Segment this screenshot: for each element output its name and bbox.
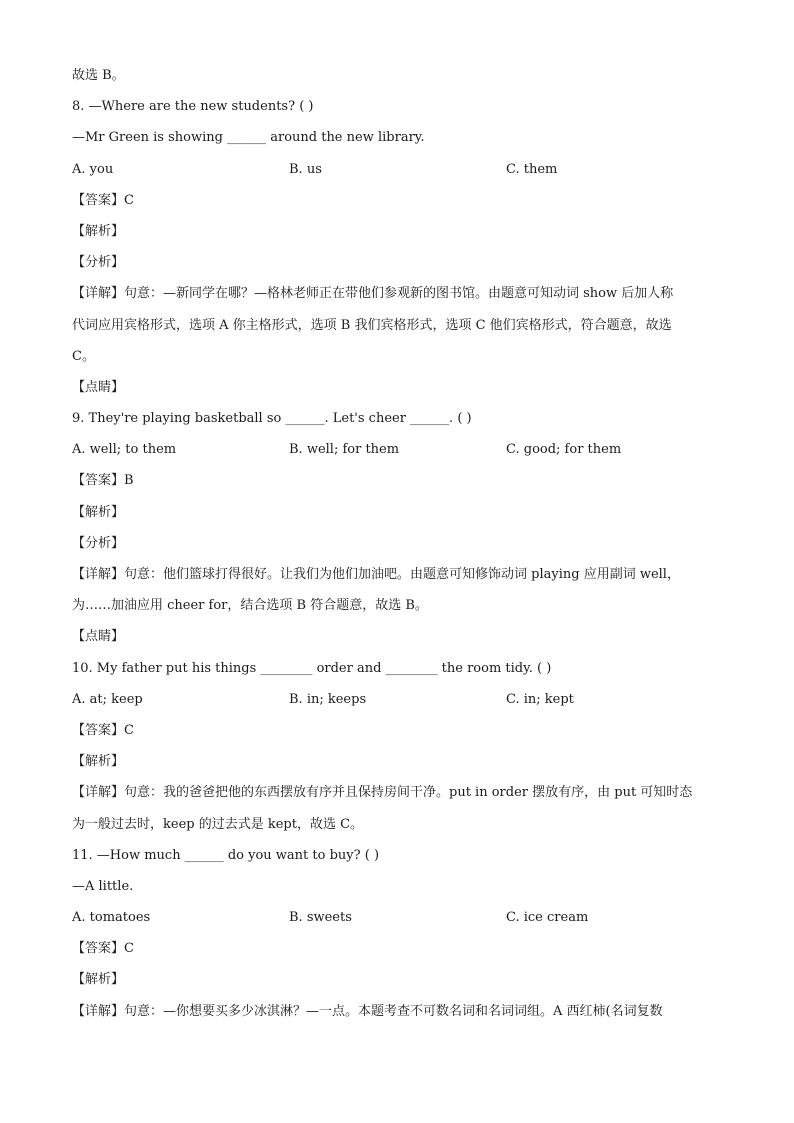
explanation-text: 【详解】句意：我的爸爸把他的东西摆放有序并且保持房间干净。put in order 摆放有序，由 put 可知时态	[72, 785, 693, 801]
question-8-dialogue: —Mr Green is showing ______ around the new library.	[72, 130, 425, 146]
option-a: A. well; to them	[72, 442, 177, 458]
option-c: C. them	[506, 161, 558, 177]
answer-label: 【答案】C	[72, 941, 134, 957]
document-page	[72, 60, 722, 1027]
option-b: B. in; keeps	[289, 691, 367, 707]
option-a: A. tomatoes	[72, 910, 151, 926]
answer-label: 【答案】C	[72, 722, 134, 738]
explanation-text: 【详解】句意：他们篮球打得很好。让我们为他们加油吧。由题意可知修饰动词 playing 应用副词 well，	[72, 567, 680, 582]
option-b: B. well; for them	[289, 442, 400, 458]
option-c: C. ice cream	[506, 910, 589, 926]
breakdown-label: 【分析】	[72, 255, 125, 271]
question-8-options	[72, 154, 722, 185]
option-c: C. in; kept	[506, 691, 574, 707]
question-11: 11. —How much ______ do you want to buy? ( )	[72, 847, 380, 863]
question-9-options	[72, 434, 722, 465]
option-c: C. good; for them	[506, 442, 622, 458]
option-a: A. you	[72, 161, 114, 177]
explanation-text: 为一般过去时，keep 的过去式是 kept，故选 C。	[72, 816, 364, 832]
question-11-options	[72, 902, 722, 933]
question-9: 9. They're playing basketball so ______. Let's cheer ______. ( )	[72, 411, 472, 427]
analysis-label: 【解析】	[72, 223, 125, 239]
comment-label: 【点睛】	[72, 379, 125, 395]
text-line: 故选 B。	[72, 68, 125, 83]
explanation-text: 【详解】句意：—你想要买多少冰淇淋？—一点。本题考查不可数名词和名词词组。A 西红柿(名词复数	[72, 1003, 663, 1019]
analysis-label: 【解析】	[72, 972, 125, 988]
answer-label: 【答案】C	[72, 192, 134, 208]
question-11-dialogue: —A little.	[72, 878, 134, 894]
analysis-label: 【解析】	[72, 754, 125, 770]
question-8: 8. —Where are the new students? ( )	[72, 99, 314, 115]
explanation-text: 【详解】句意：—新同学在哪？—格林老师正在带他们参观新的图书馆。由题意可知动词 show 后加人称	[72, 286, 674, 302]
analysis-label: 【解析】	[72, 504, 125, 520]
explanation-text: 为……加油应用 cheer for，结合选项 B 符合题意，故选 B。	[72, 598, 428, 614]
option-b: B. us	[289, 161, 322, 177]
option-a: A. at; keep	[72, 691, 143, 707]
comment-label: 【点睛】	[72, 629, 125, 645]
question-10: 10. My father put his things ________ order and ________ the room tidy. ( )	[72, 660, 552, 676]
explanation-text: 代词应用宾格形式，选项 A 你主格形式，选项 B 我们宾格形式，选项 C 他们宾格形式，符合题意，故选	[72, 317, 672, 333]
answer-label: 【答案】B	[72, 473, 134, 489]
question-10-options	[72, 684, 722, 715]
breakdown-label: 【分析】	[72, 535, 125, 551]
option-b: B. sweets	[289, 910, 352, 926]
explanation-text: C。	[72, 348, 95, 364]
